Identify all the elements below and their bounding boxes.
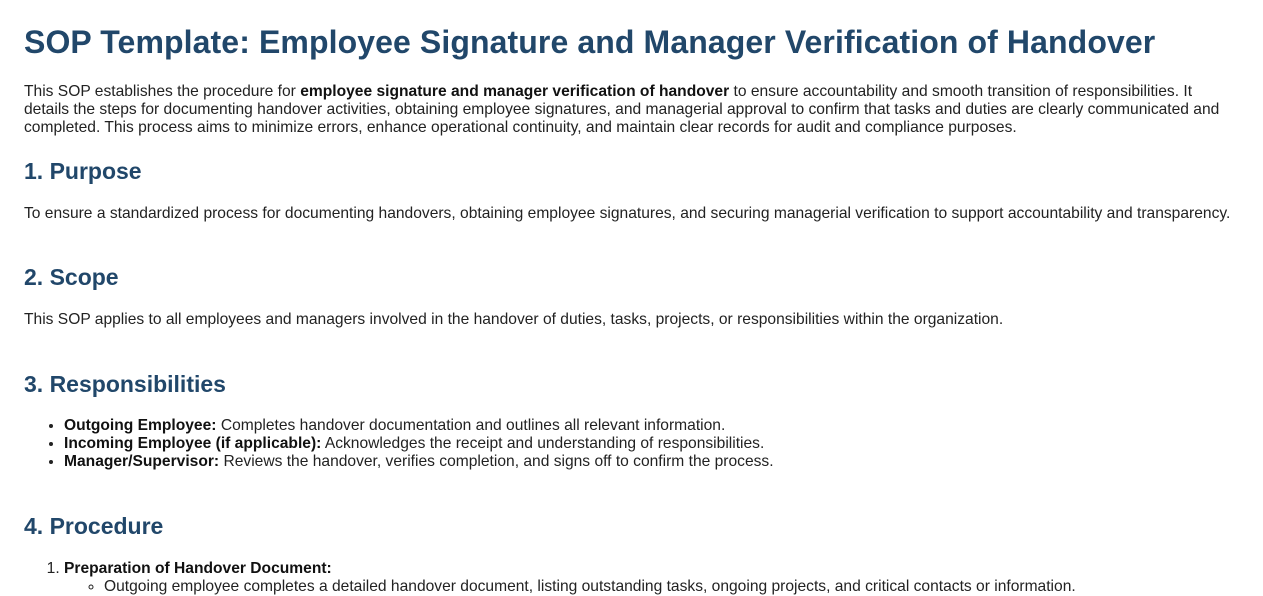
list-item: ◦ Outgoing employee completes a detailed handover document, listing outstanding tasks, ongoing projects, and critical contacts or information. xyxy=(104,578,1239,596)
role-description: Completes handover documentation and outlines all relevant information. xyxy=(216,417,726,434)
role-description: Reviews the handover, verifies completion, and signs off to confirm the process. xyxy=(219,453,774,470)
page-title: SOP Template: Employee Signature and Manager Verification of Handover xyxy=(24,24,1156,60)
scope-heading: 2. Scope xyxy=(24,264,119,290)
procedure-substeps xyxy=(64,578,1239,596)
intro-paragraph xyxy=(24,83,1239,137)
responsibilities-list xyxy=(24,417,1239,471)
procedure-step xyxy=(64,560,1239,596)
intro-text-bold: employee signature and manager verification of handover xyxy=(300,83,730,100)
role-label: Incoming Employee (if applicable): xyxy=(64,435,322,452)
role-description: Acknowledges the receipt and understanding of responsibilities. xyxy=(321,435,765,452)
procedure-list xyxy=(24,560,1239,596)
responsibilities-heading: 3. Responsibilities xyxy=(24,371,226,397)
list-item xyxy=(64,417,1239,435)
purpose-heading: 1. Purpose xyxy=(24,158,142,184)
purpose-text: To ensure a standardized process for documenting handovers, obtaining employee signatures, and securing managerial verification to support accountability and transparency. xyxy=(24,205,1231,222)
role-label: Outgoing Employee: xyxy=(64,417,217,434)
role-label: Manager/Supervisor: xyxy=(64,453,220,470)
procedure-step-title: Preparation of Handover Document: xyxy=(64,560,332,577)
intro-text-before: This SOP establishes the procedure for xyxy=(24,83,301,100)
intro-text-after: to ensure accountability and smooth transition of responsibilities. It details the steps for documenting handover activities, obtaining employee signatures, and managerial approval to confirm that tasks and duties are clearly communicated and completed. This process aims to minimize errors, enhance operational continuity, and maintain clear records for audit and compliance purposes. xyxy=(24,83,1220,136)
scope-text: This SOP applies to all employees and managers involved in the handover of duties, tasks, projects, or responsibilities within the organization. xyxy=(24,311,1004,328)
list-item xyxy=(64,453,1239,471)
list-item xyxy=(64,435,1239,453)
procedure-heading: 4. Procedure xyxy=(24,513,164,539)
